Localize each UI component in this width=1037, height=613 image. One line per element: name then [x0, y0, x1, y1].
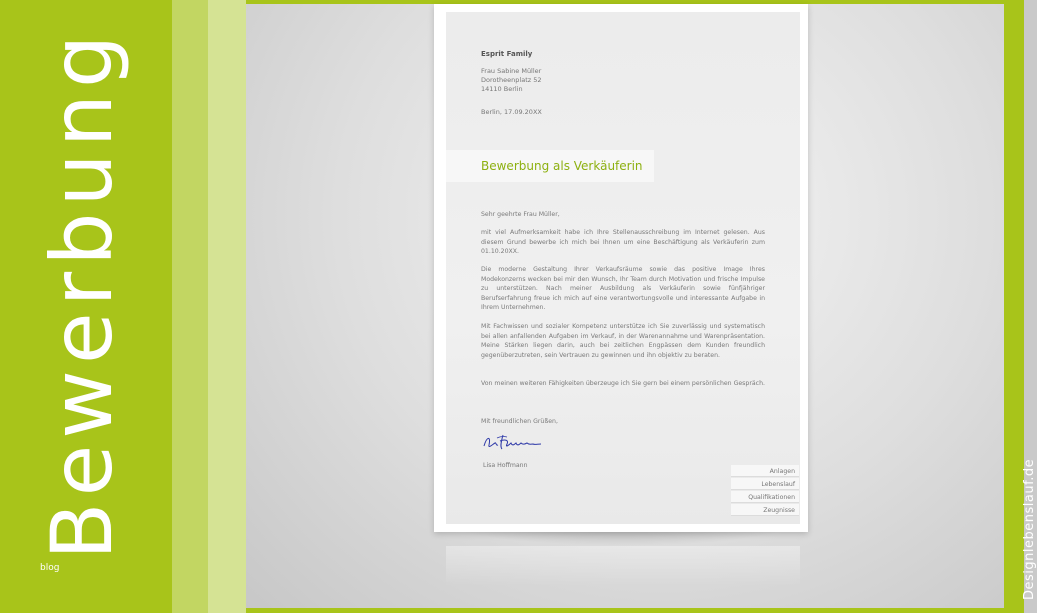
attachment-item: Qualifikationen: [731, 491, 799, 503]
accent-stripe-2: [208, 0, 246, 613]
attachment-item: Anlagen: [731, 465, 799, 477]
banner-title: Bewerbung: [33, 28, 131, 560]
signature-image: [481, 432, 561, 452]
right-banner: [1004, 0, 1024, 613]
sender-name: Esprit Family: [481, 50, 533, 58]
paragraph: mit viel Aufmerksamkeit habe ich Ihre Stellenausschreibung im Internet gelesen. Aus diesem Grund bewerbe ich mich bei Ihnen um eine Beschäftigung als Verkäuferin zum 01.10.20XX.: [481, 229, 765, 256]
accent-stripe-1: [172, 0, 208, 613]
attachment-item: Zeugnisse: [731, 504, 799, 516]
recipient-line: Frau Sabine Müller: [481, 67, 542, 75]
blog-label: blog: [40, 563, 60, 573]
stage-bottom-border: [246, 608, 1024, 613]
closing: Mit freundlichen Grüßen,: [481, 418, 558, 425]
paragraph: Mit Fachwissen und sozialer Kompetenz unterstütze ich Sie zuverlässig und systematisch bei allen anfallenden Aufgaben im Verkauf, in der Warenannahme und Warenpräsentation. Meine Stärken liegen darin, auch bei zeitlichen Engpässen dem Kunden freundlich gegenüberzutreten, sein Vertrauen zu gewinnen und ihn objektiv zu beraten.: [481, 323, 765, 359]
signer-name: Lisa Hoffmann: [483, 462, 528, 469]
recipient-line: 14110 Berlin: [481, 85, 523, 93]
letter-subject: Bewerbung als Verkäuferin: [481, 159, 643, 173]
place-date: Berlin, 17.09.20XX: [481, 108, 542, 116]
paragraph: Von meinen weiteren Fähigkeiten überzeuge ich Sie gern bei einem persönlichen Gespräch.: [481, 380, 765, 387]
site-url[interactable]: Designlebenslauf.de: [1022, 458, 1037, 600]
paragraph: Die moderne Gestaltung Ihrer Verkaufsräume sowie das positive Image Ihres Modekonzerns wecken bei mir den Wunsch, Ihr Team durch Motivation und frische Impulse zu unterstützen. Nach meiner Ausbildung als Verkäuferin sowie fünfjähriger Berufserfahrung freue ich mich auf eine verantwortungsvolle und interessante Aufgabe in Ihrem Unternehmen.: [481, 266, 765, 312]
attachment-item: Lebenslauf: [731, 478, 799, 490]
recipient-line: Dorotheenplatz 52: [481, 76, 542, 84]
page-reflection: [446, 546, 800, 586]
salutation: Sehr geehrte Frau Müller,: [481, 211, 560, 218]
